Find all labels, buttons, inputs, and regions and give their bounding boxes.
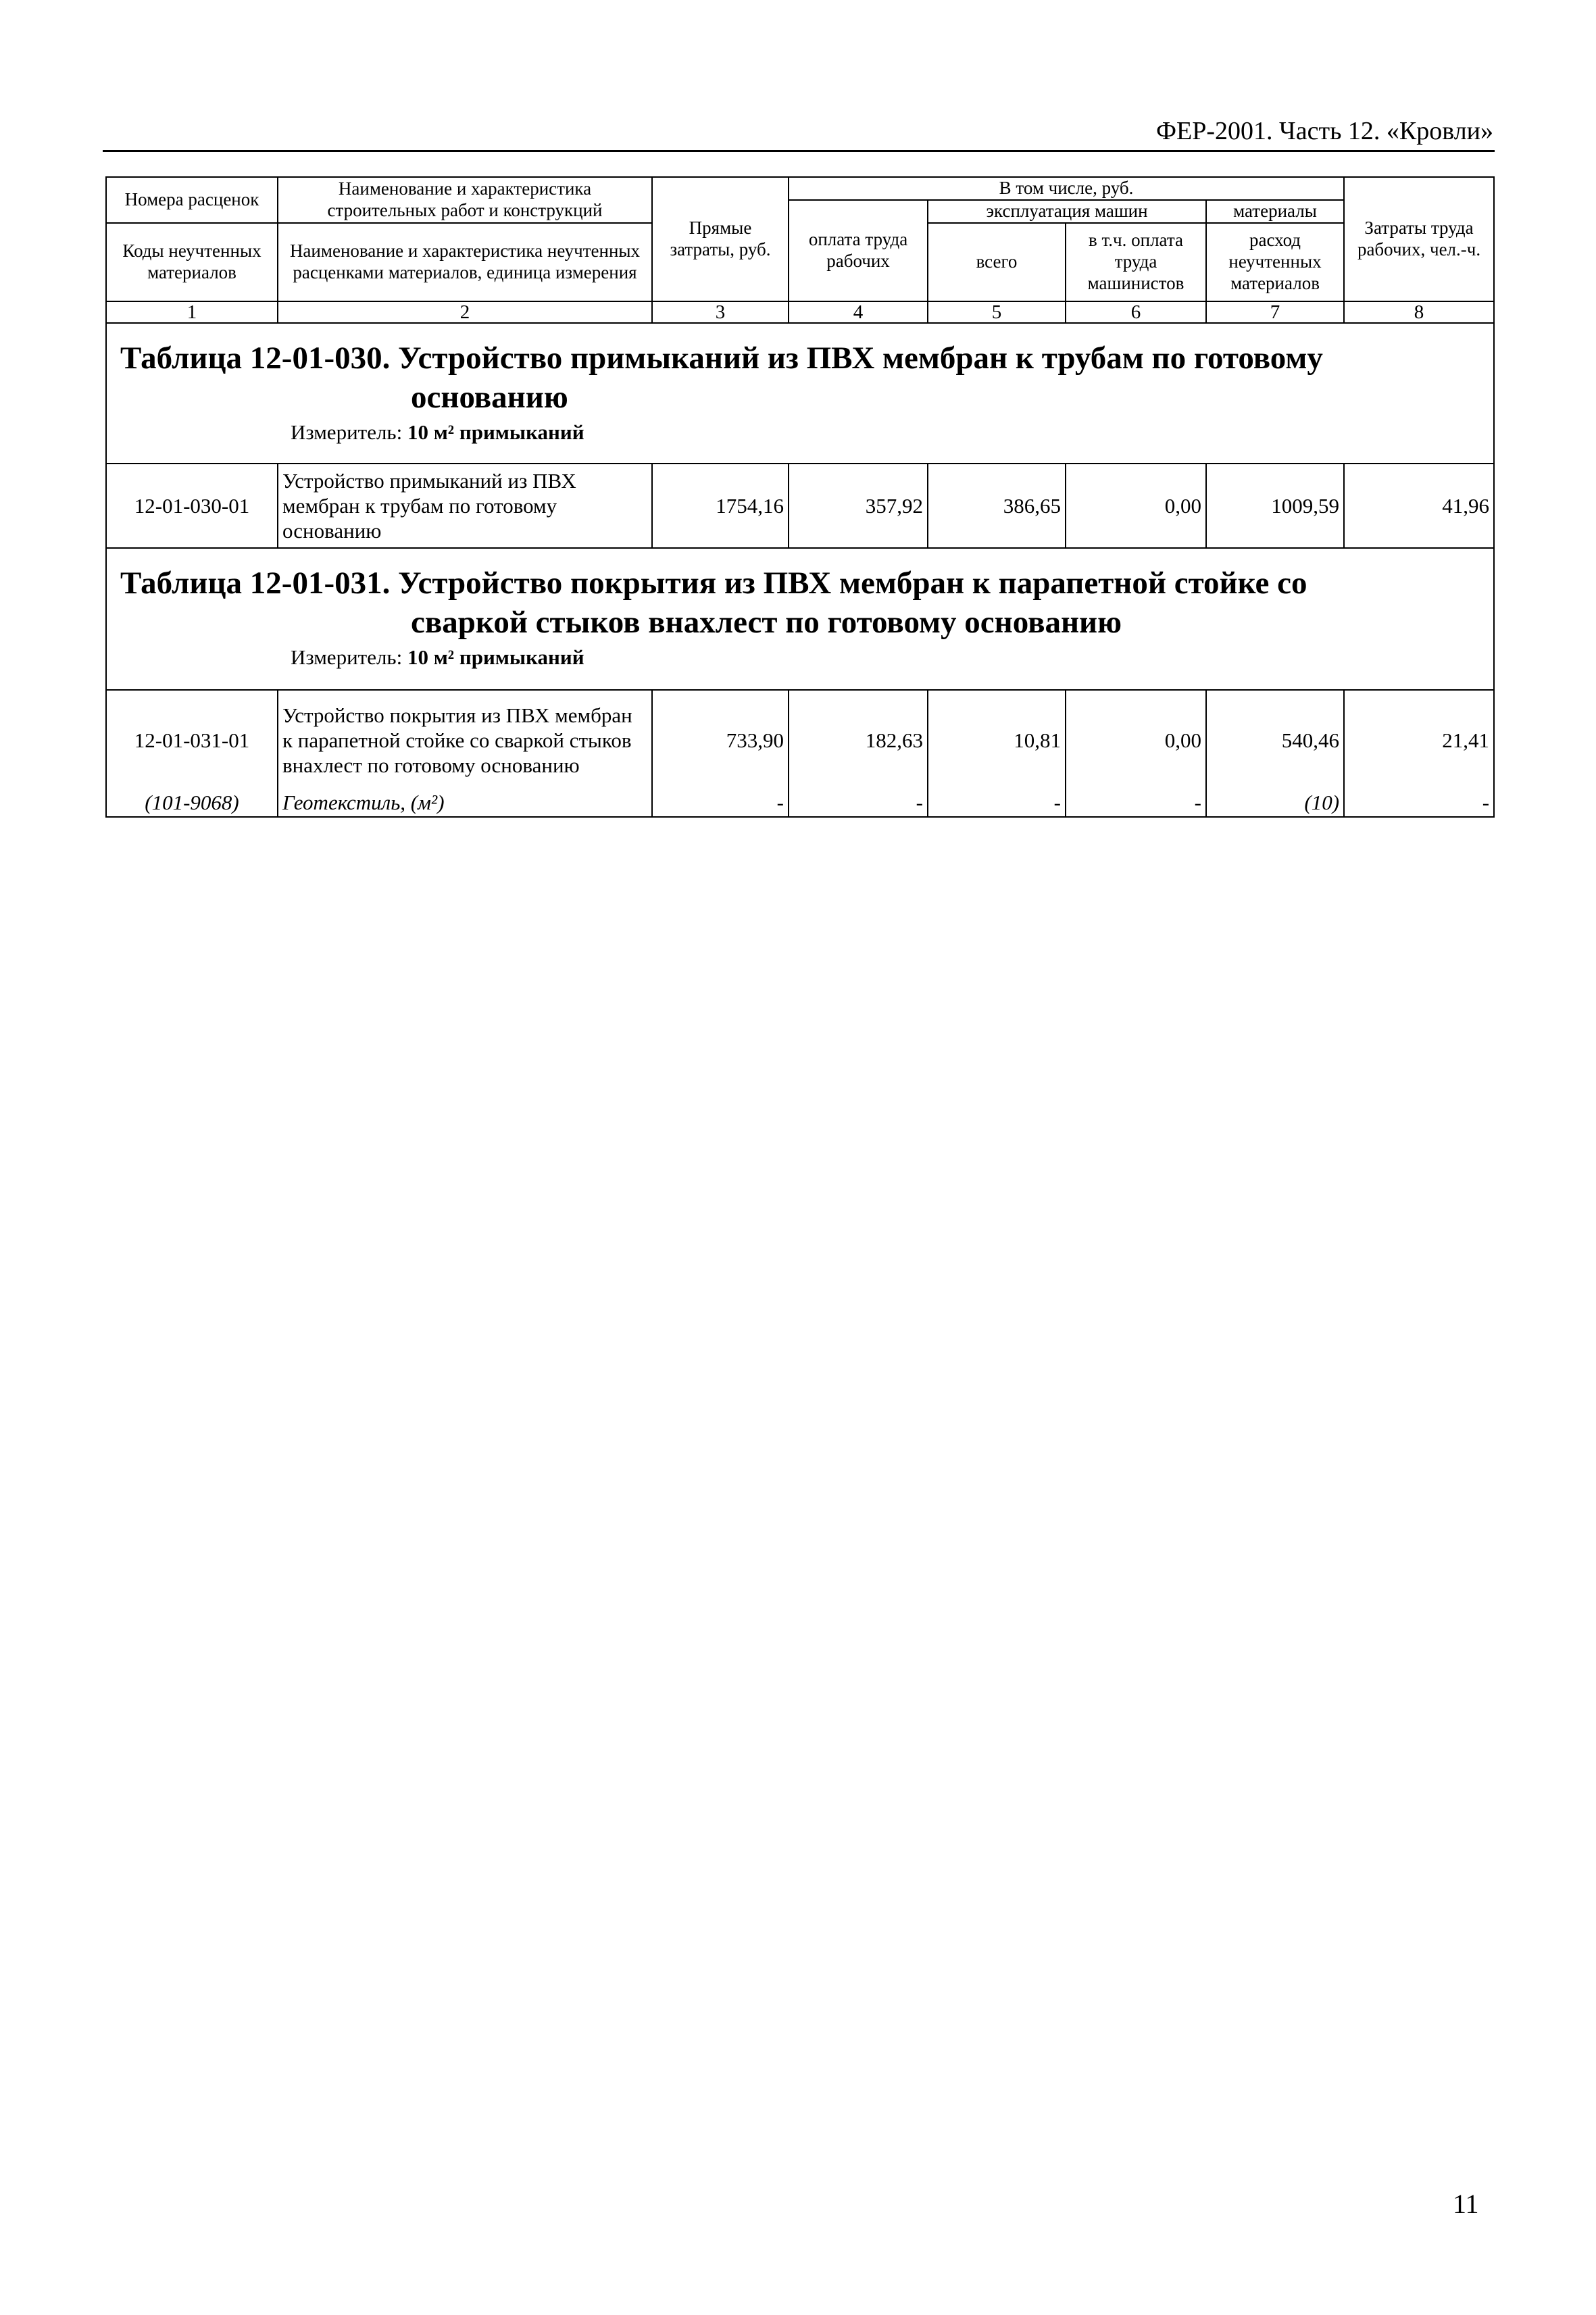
header-rule	[103, 150, 1495, 152]
hdr-unaccounted-materials: расход неучтенных материалов	[1206, 223, 1344, 301]
price-table	[105, 176, 1495, 818]
labor-hours: 41,96	[1344, 464, 1494, 548]
direct-costs: 1754,16	[652, 464, 789, 548]
section-title: Таблица 12-01-031. Устройство покрытия из ПВХ мембран к парапетной стойке со сваркой стыков внахлест по готовому основанию	[120, 565, 1307, 640]
machinists-pay: 0,00	[1066, 690, 1206, 790]
machines-total: 386,65	[928, 464, 1066, 548]
hdr-including: В том числе, руб.	[789, 177, 1344, 200]
machinists-pay: 0,00	[1066, 464, 1206, 548]
col-number: 5	[928, 301, 1066, 323]
direct-costs: 733,90	[652, 690, 789, 790]
col-number: 2	[278, 301, 652, 323]
materials-cost: 1009,59	[1206, 464, 1344, 548]
col-number: 8	[1344, 301, 1494, 323]
section-title-block	[106, 548, 1494, 690]
hdr-labor-pay: оплата труда рабочих	[789, 200, 928, 301]
material-machines: -	[928, 790, 1066, 817]
hdr-work-name: Наименование и характеристика строительных работ и конструкций	[278, 177, 652, 223]
col-number: 1	[106, 301, 278, 323]
section-title-block	[106, 323, 1494, 464]
material-code: (101-9068)	[106, 790, 278, 817]
material-labor: -	[789, 790, 928, 817]
col-number: 6	[1066, 301, 1206, 323]
material-consumption: (10)	[1206, 790, 1344, 817]
machines-total: 10,81	[928, 690, 1066, 790]
meter-line: Измеритель: 10 м² примыканий	[291, 420, 584, 444]
page-number: 11	[1453, 2189, 1479, 2219]
hdr-material-names: Наименование и характеристика неучтенных расценками материалов, единица измерения	[278, 223, 652, 301]
hdr-machinists-pay: в т.ч. оплата труда машинистов	[1066, 223, 1206, 301]
running-head: ФЕР-2001. Часть 12. «Кровли»	[1156, 117, 1493, 145]
hdr-machines: эксплуатация машин	[928, 200, 1206, 223]
material-hours: -	[1344, 790, 1494, 817]
hdr-labor-hours: Затраты труда рабочих, чел.-ч.	[1344, 177, 1494, 301]
material-direct: -	[652, 790, 789, 817]
meter-line: Измеритель: 10 м² примыканий	[291, 645, 584, 669]
hdr-direct-costs: Прямые затраты, руб.	[652, 177, 789, 301]
hdr-materials: материалы	[1206, 200, 1344, 223]
hdr-material-codes: Коды неучтенных материалов	[106, 223, 278, 301]
material-machinists: -	[1066, 790, 1206, 817]
materials-cost: 540,46	[1206, 690, 1344, 790]
labor-pay: 182,63	[789, 690, 928, 790]
labor-pay: 357,92	[789, 464, 928, 548]
hdr-machines-total: всего	[928, 223, 1066, 301]
rate-name: Устройство примыканий из ПВХ мембран к трубам по готовому основанию	[278, 464, 652, 548]
rate-code: 12-01-031-01	[106, 690, 278, 790]
rate-name: Устройство покрытия из ПВХ мембран к парапетной стойке со сваркой стыков внахлест по готовому основанию	[278, 690, 652, 790]
col-number: 3	[652, 301, 789, 323]
section-title: Таблица 12-01-030. Устройство примыканий из ПВХ мембран к трубам по готовому основанию	[120, 340, 1323, 415]
hdr-rate-numbers: Номера расценок	[106, 177, 278, 223]
labor-hours: 21,41	[1344, 690, 1494, 790]
rate-code: 12-01-030-01	[106, 464, 278, 548]
material-name: Геотекстиль, (м²)	[278, 790, 652, 817]
col-number: 4	[789, 301, 928, 323]
col-number: 7	[1206, 301, 1344, 323]
